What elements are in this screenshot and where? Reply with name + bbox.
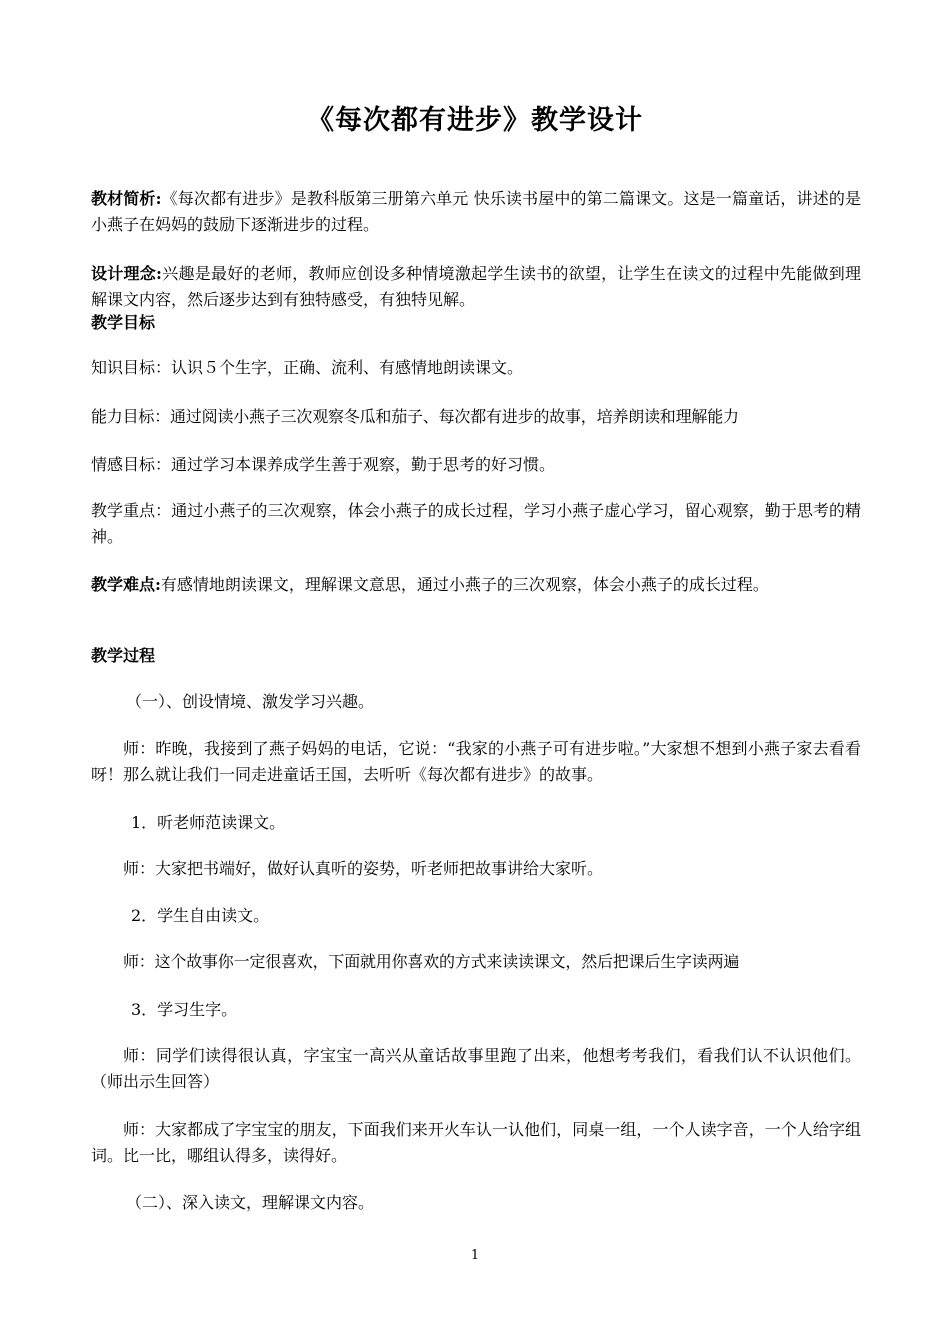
intro-paragraph: 师：昨晚，我接到了燕子妈妈的电话，它说：“我家的小燕子可有进步啦。”大家想不想到小燕子家去看看呀！那么就让我们一同走进童话王国，去听听《每次都有进步》的故事。	[91, 739, 861, 784]
concept-label: 设计理念:	[91, 264, 162, 283]
process-heading: 教学过程	[91, 646, 156, 665]
difficulty-label: 教学难点:	[91, 575, 161, 594]
item3-paragraph-a: 师：同学们读得很认真，字宝宝一高兴从童话故事里跑了出来，他想考考我们，看我们认不认识他们。（师出示生回答）	[91, 1046, 861, 1091]
goal-emotion: 情感目标：通过学习本课养成学生善于观察，勤于思考的好习惯。	[91, 455, 556, 474]
difficulty-paragraph	[91, 572, 861, 598]
item2-paragraph: 师：这个故事你一定很喜欢，下面就用你喜欢的方式来读读课文，然后把课后生字读两遍	[123, 952, 740, 971]
difficulty-text: 有感情地朗读课文，理解课文意思，通过小燕子的三次观察，体会小燕子的成长过程。	[160, 575, 769, 594]
concept-paragraph	[91, 261, 861, 313]
item1-heading: 1．听老师范读课文。	[131, 813, 286, 832]
analysis-paragraph	[91, 186, 861, 238]
step1-heading: （一）、创设情境、激发学习兴趣。	[126, 692, 375, 711]
goal-ability: 能力目标：通过阅读小燕子三次观察冬瓜和茄子、每次都有进步的故事，培养朗读和理解能力	[91, 407, 739, 426]
item3-heading: 3．学习生字。	[131, 1000, 238, 1019]
key-point-paragraph: 教学重点：通过小燕子的三次观察，体会小燕子的成长过程，学习小燕子虚心学习，留心观察，勤于思考的精神。	[91, 501, 861, 546]
item1-paragraph: 师：大家把书端好，做好认真听的姿势，听老师把故事讲给大家听。	[123, 859, 604, 878]
analysis-label: 教材简析:	[91, 189, 162, 208]
document-title: 《每次都有进步》教学设计	[307, 105, 643, 136]
concept-text: 兴趣是最好的老师，教师应创设多种情境激起学生读书的欲望，让学生在读文的过程中先能做到理解课文内容，然后逐步达到有独特感受，有独特见解。	[91, 264, 861, 309]
step2-heading: （二）、深入读文，理解课文内容。	[126, 1193, 375, 1212]
page-number: 1	[470, 1248, 480, 1263]
analysis-text: 《每次都有进步》是教科版第三册第六单元 快乐读书屋中的第二篇课文。这是一篇童话，讲述的是小燕子在妈妈的鼓励下逐渐进步的过程。	[91, 189, 861, 234]
goal-knowledge: 知识目标：认识５个生字，正确、流利、有感情地朗读课文。	[91, 358, 524, 377]
item2-heading: 2．学生自由读文。	[131, 906, 270, 925]
goals-heading: 教学目标	[91, 313, 156, 332]
item3-paragraph-b: 师：大家都成了字宝宝的朋友，下面我们来开火车认一认他们，同桌一组，一个人读字音，一个人给字组词。比一比，哪组认得多，读得好。	[91, 1120, 861, 1165]
